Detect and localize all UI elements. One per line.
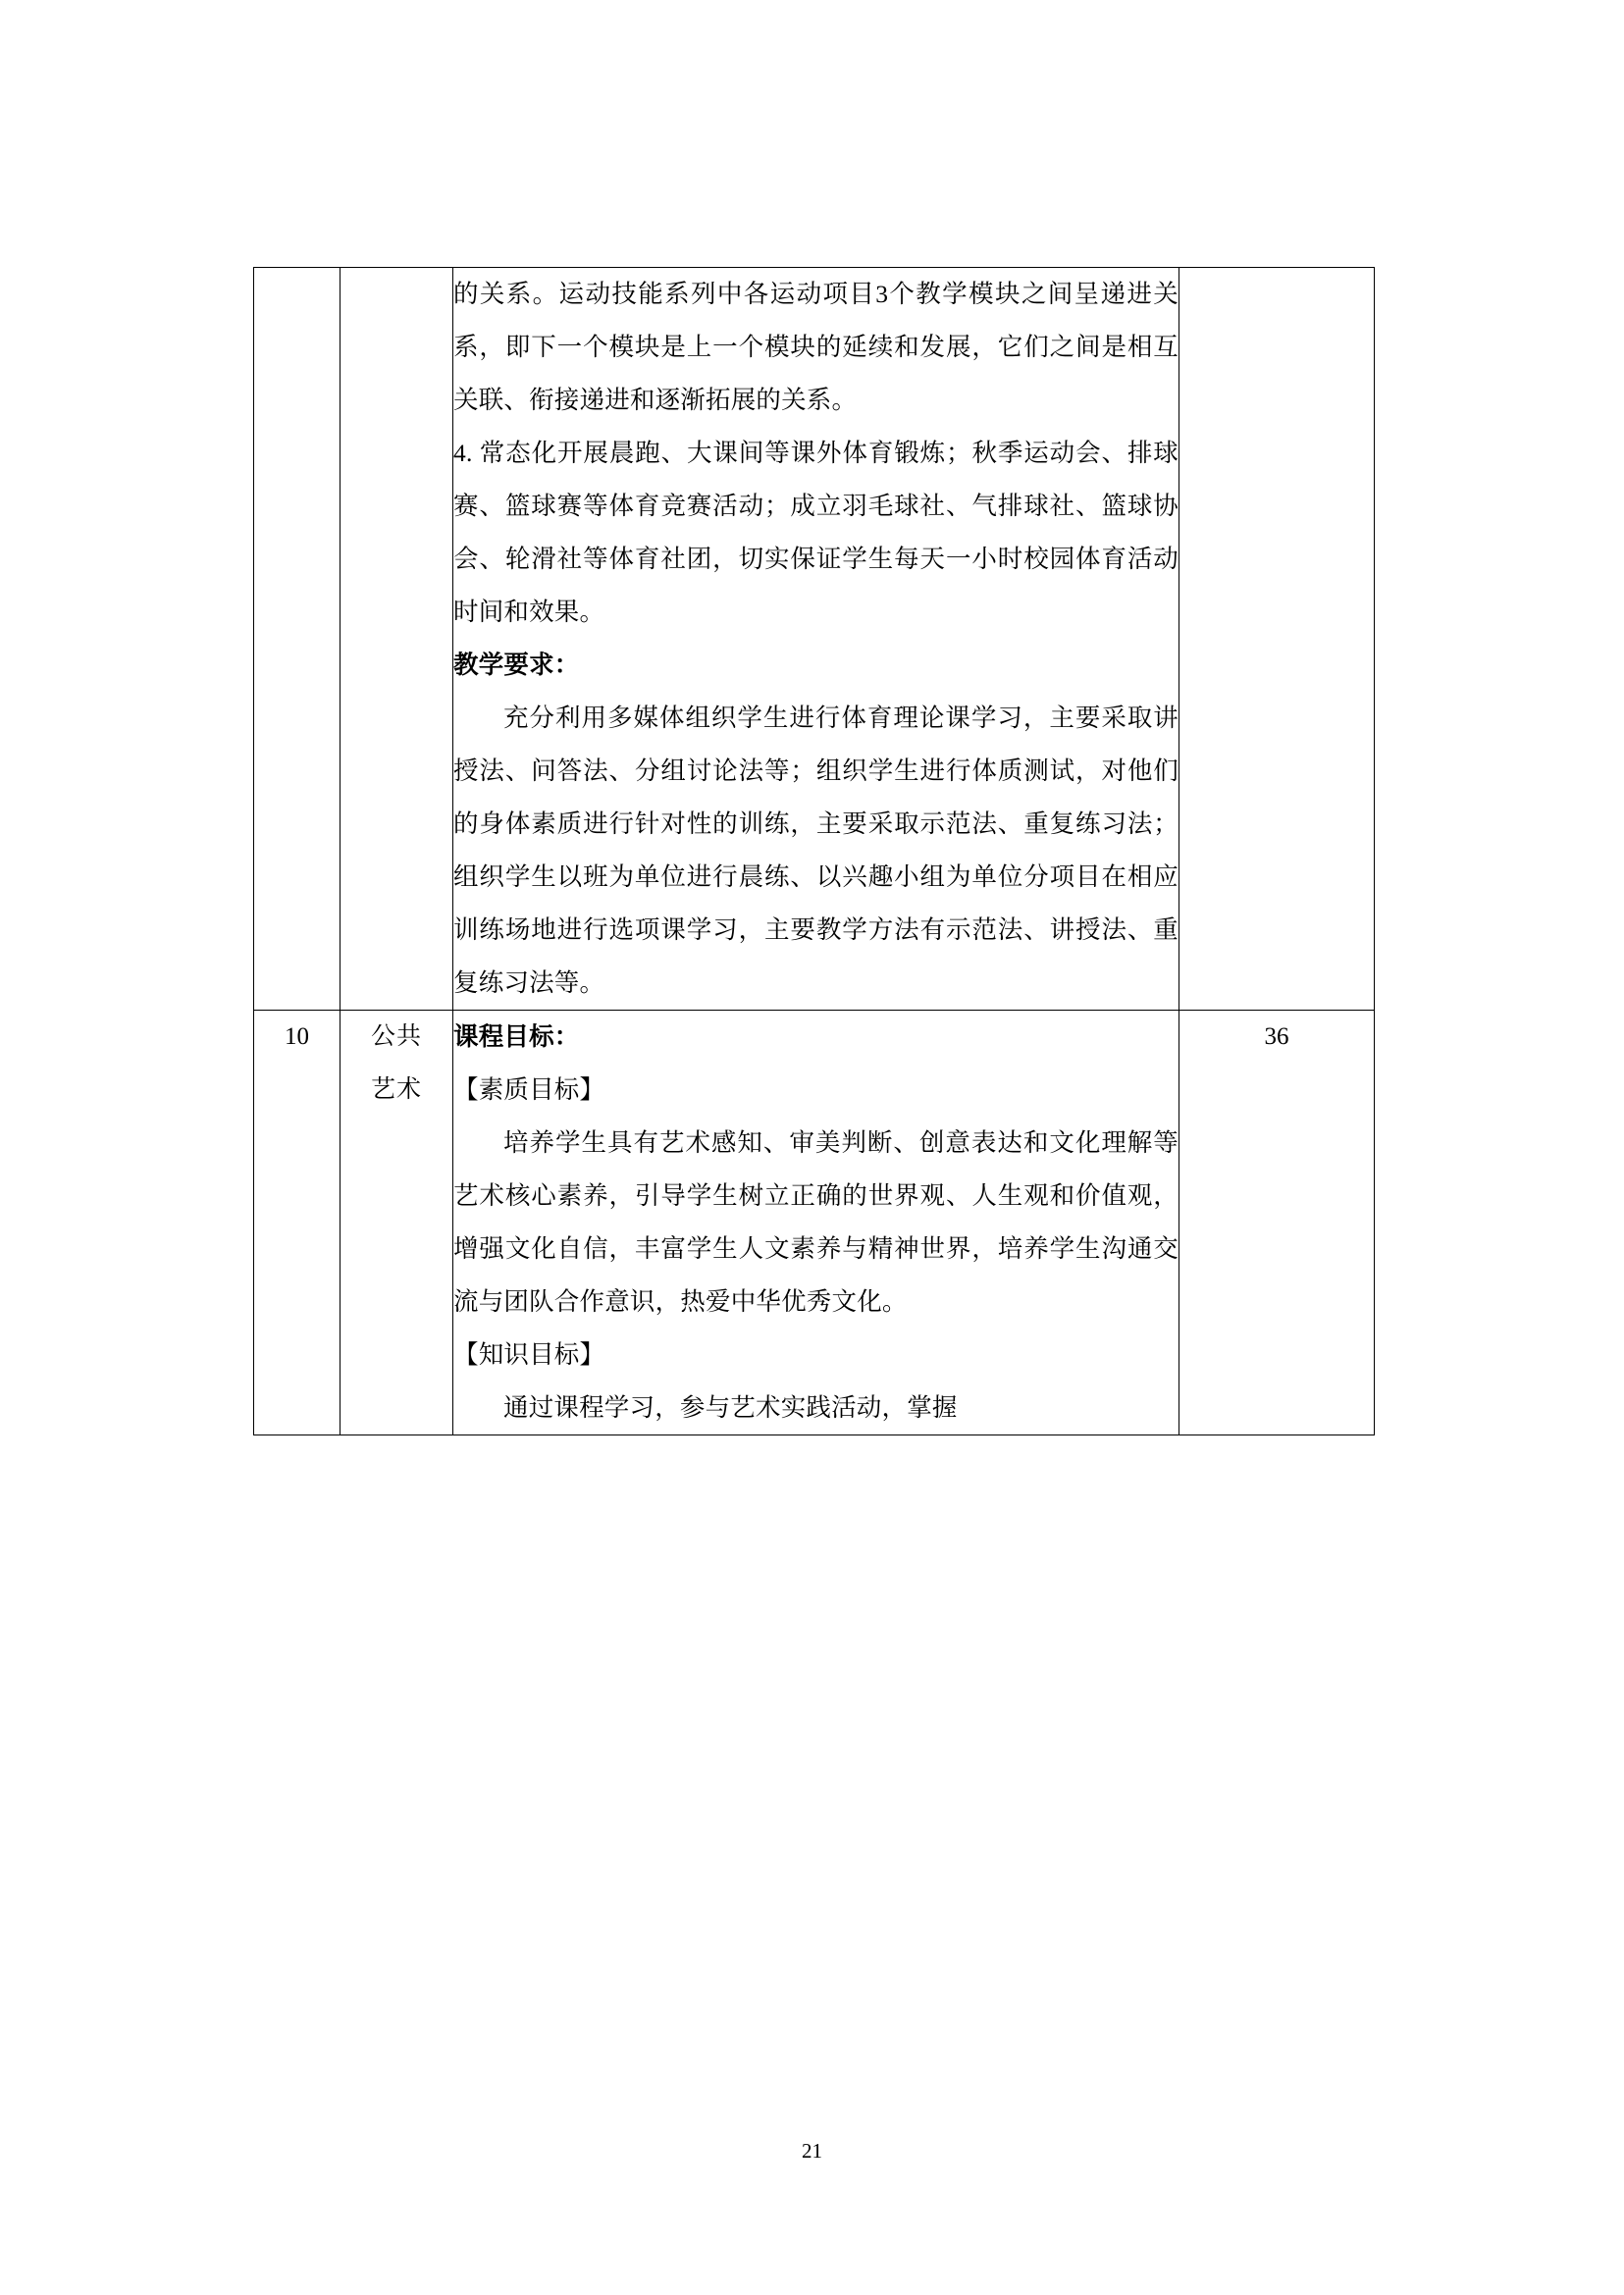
quality-objective-label: 【素质目标】 [453,1075,605,1104]
paragraph-item-4: 4. 常态化开展晨跑、大课间等课外体育锻炼；秋季运动会、排球赛、篮球赛等体育竞赛活动；成立羽毛球社、气排球社、篮球协会、轮滑社等体育社团，切实保证学生每天一小时校园体育活动时间和效果。 [453,439,1179,626]
row-number-cell: 10 [254,1011,341,1435]
teaching-requirement-heading: 教学要求： [453,651,580,679]
knowledge-objective-body: 通过课程学习，参与艺术实践活动，掌握 [503,1393,958,1422]
course-name-cell [341,268,453,1011]
page-number: 21 [802,2139,822,2163]
table-row [254,1011,1375,1435]
teaching-requirement-body: 充分利用多媒体组织学生进行体育理论课学习，主要采取讲授法、问答法、分组讨论法等；组织学生进行体质测试，对他们的身体素质进行针对性的训练，主要采取示范法、重复练习法；组织学生以班为单位进行晨练、以兴趣小组为单位分项目在相应训练场地进行选项课学习，主要教学方法有示范法、讲授法、重复练习法等。 [453,704,1179,997]
course-content-cell [453,268,1179,1011]
course-hours-cell [1179,268,1375,1011]
course-name-line-1: 公共 [370,1023,422,1050]
row-number-cell [254,268,341,1011]
paragraph-continuation: 的关系。运动技能系列中各运动项目3个教学模块之间呈递进关系，即下一个模块是上一个模块的延续和发展，它们之间是相互关联、衔接递进和逐渐拓展的关系。 [453,280,1179,414]
curriculum-table [253,267,1375,1435]
table-row [254,268,1375,1011]
knowledge-objective-label: 【知识目标】 [453,1340,605,1369]
course-name-line-2: 艺术 [370,1076,422,1103]
course-hours-cell: 36 [1179,1011,1375,1435]
course-objective-heading: 课程目标： [453,1022,580,1051]
quality-objective-body: 培养学生具有艺术感知、审美判断、创意表达和文化理解等艺术核心素养，引导学生树立正确的世界观、人生观和价值观，增强文化自信，丰富学生人文素养与精神世界，培养学生沟通交流与团队合作意识，热爱中华优秀文化。 [453,1128,1179,1316]
course-content-cell [453,1011,1179,1435]
course-name-cell [341,1011,453,1435]
